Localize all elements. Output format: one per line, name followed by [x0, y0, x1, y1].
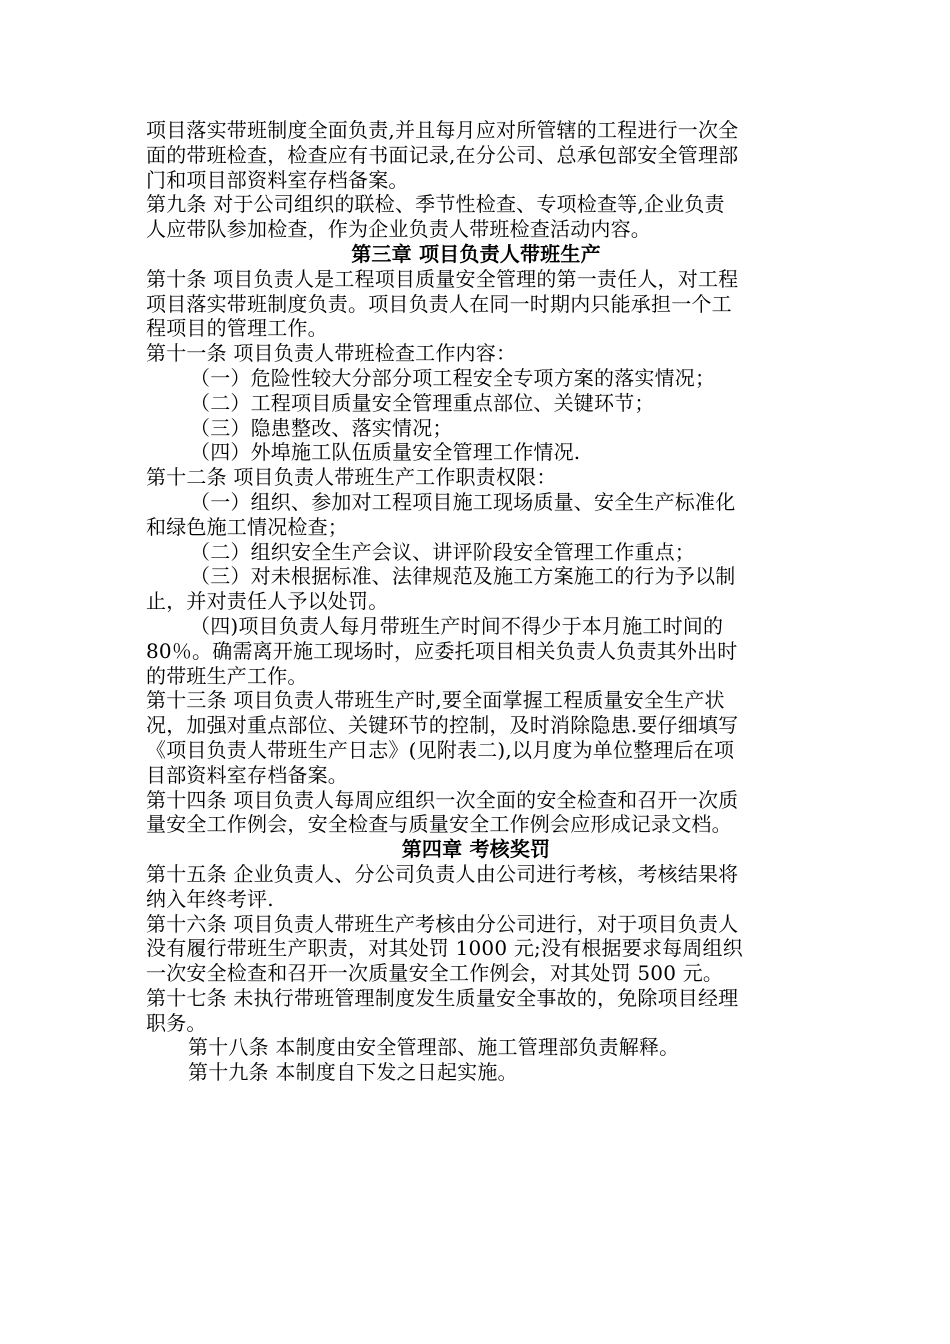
article-19: 第十九条 本制度自下发之日起实施。 [188, 1060, 518, 1085]
text-line: 没有履行带班生产职责，对其处罚 1000 元;没有根据要求每周组织 [146, 936, 743, 961]
text-line: 和绿色施工情况检查； [146, 514, 348, 539]
text-line: 《项目负责人带班生产日志》(见附表二),以月度为单位整理后在项 [146, 737, 735, 762]
text-line: 止，并对责任人予以处罚。 [146, 589, 389, 614]
list-item: （一）危险性较大分部分项工程安全专项方案的落实情况； [190, 365, 716, 390]
text-line: 门和项目部资料室存档备案。 [146, 167, 409, 192]
text-line: 况，加强对重点部位、关键环节的控制，及时消除隐患.要仔细填写 [146, 713, 739, 738]
article-9: 第九条 对于公司组织的联检、季节性检查、专项检查等,企业负责 [146, 192, 725, 217]
text-line: 面的带班检查，检查应有书面记录,在分公司、总承包部安全管理部 [146, 142, 739, 167]
chapter-4-heading: 第四章 考核奖罚 [401, 837, 551, 862]
article-11: 第十一条 项目负责人带班检查工作内容： [146, 341, 517, 366]
article-14: 第十四条 项目负责人每周应组织一次全面的安全检查和召开一次质 [146, 787, 739, 812]
list-item: （二）组织安全生产会议、讲评阶段安全管理工作重点； [190, 539, 695, 564]
article-10: 第十条 项目负责人是工程项目质量安全管理的第一责任人，对工程 [146, 266, 739, 291]
article-17: 第十七条 未执行带班管理制度发生质量安全事故的，免除项目经理 [146, 985, 739, 1010]
text-line: 程项目的管理工作。 [146, 316, 328, 341]
text-line: 一次安全检查和召开一次质量安全工作例会，对其处罚 500 元。 [146, 961, 724, 986]
text-line: 职务。 [146, 1010, 207, 1035]
document-page [146, 118, 806, 1085]
text-line: 项目落实带班制度全面负责,并且每月应对所管辖的工程进行一次全 [146, 118, 739, 142]
article-16: 第十六条 项目负责人带班生产考核由分公司进行，对于项目负责人 [146, 911, 739, 936]
text-line: 项目落实带班制度负责。项目负责人在同一时期内只能承担一个工 [146, 291, 732, 316]
list-item: （四）外埠施工队伍质量安全管理工作情况. [190, 440, 581, 465]
list-item: （四)项目负责人每月带班生产时间不得少于本月施工时间的 [190, 613, 724, 638]
article-13: 第十三条 项目负责人带班生产时,要全面掌握工程质量安全生产状 [146, 688, 725, 713]
text-line: 纳入年终考评. [146, 886, 274, 911]
article-18: 第十八条 本制度由安全管理部、施工管理部负责解释。 [188, 1035, 680, 1060]
text-line: 目部资料室存档备案。 [146, 762, 348, 787]
text-line: 80％。确需离开施工现场时，应委托项目相关负责人负责其外出时 [146, 638, 738, 663]
list-item: （一）组织、参加对工程项目施工现场质量、安全生产标准化 [190, 489, 736, 514]
list-item: （三）对未根据标准、法律规范及施工方案施工的行为予以制 [190, 564, 736, 589]
list-item: （三）隐患整改、落实情况； [190, 415, 453, 440]
article-12: 第十二条 项目负责人带班生产工作职责权限： [146, 465, 557, 490]
text-line: 的带班生产工作。 [146, 663, 308, 688]
chapter-3-heading: 第三章 项目负责人带班生产 [351, 241, 601, 266]
article-15: 第十五条 企业负责人、分公司负责人由公司进行考核，考核结果将 [146, 861, 739, 886]
text-line: 量安全工作例会，安全检查与质量安全工作例会应形成记录文档。 [146, 812, 732, 837]
text-line: 人应带队参加检查，作为企业负责人带班检查活动内容。 [146, 217, 651, 242]
list-item: （二）工程项目质量安全管理重点部位、关键环节； [190, 390, 655, 415]
